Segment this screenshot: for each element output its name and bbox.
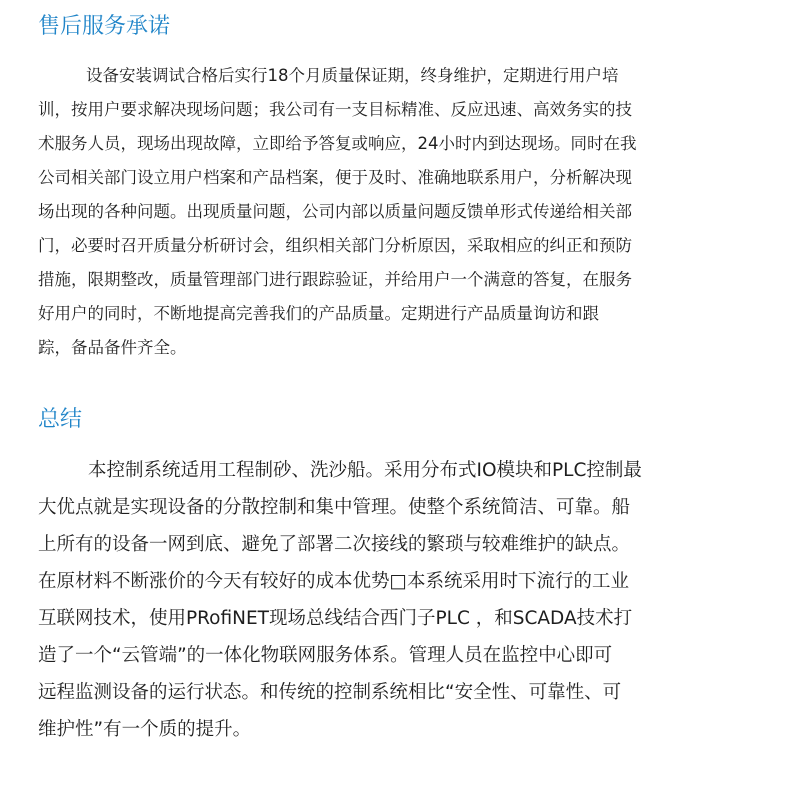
paragraph-line: 场出现的各种问题。出现质量问题，公司内部以质量问题反馈单形式传递给相关部 (38, 202, 632, 221)
paragraph-line: 大优点就是实现设备的分散控制和集中管理。使整个系统简洁、可靠。船 (38, 497, 631, 518)
paragraph-line: 术服务人员，现场出现故障，立即给予答复或响应，24小时内到达现场。同时在我 (38, 134, 637, 153)
section-title-after-sales: 售后服务承诺 (38, 14, 171, 39)
paragraph-line: 措施，限期整改，质量管理部门进行跟踪验证，并给用户一个满意的答复，在服务 (38, 270, 632, 289)
paragraph-line: 踪，备品备件齐全。 (38, 338, 187, 357)
section-title-summary: 总结 (38, 407, 83, 432)
paragraph-line: 互联网技术，使用PRofiNET现场总线结合西门子PLC ，和SCADA技术打 (38, 608, 633, 629)
paragraph-line: 训，按用户要求解决现场问题；我公司有一支目标精准、反应迅速、高效务实的技 (38, 100, 632, 119)
paragraph-line: 好用户的同时，不断地提高完善我们的产品质量。定期进行产品质量询访和跟 (38, 304, 599, 323)
paragraph-line: 本控制系统适用工程制砂、洗沙船。采用分布式IO模块和PLC控制最 (88, 460, 642, 481)
paragraph-line: 在原材料不断涨价的今天有较好的成本优势□本系统采用时下流行的工业 (38, 571, 629, 592)
paragraph-line: 造了一个“云管端”的一体化物联网服务体系。管理人员在监控中心即可 (38, 645, 613, 666)
paragraph-line: 设备安装调试合格后实行18个月质量保证期，终身维护，定期进行用户培 (86, 66, 619, 85)
paragraph-line: 门，必要时召开质量分析研讨会，组织相关部门分析原因，采取相应的纠正和预防 (38, 236, 632, 255)
paragraph-line: 公司相关部门设立用户档案和产品档案，便于及时、准确地联系用户，分析解决现 (38, 168, 632, 187)
paragraph-line: 远程监测设备的运行状态。和传统的控制系统相比“安全性、可靠性、可 (38, 682, 622, 703)
paragraph-line: 维护性”有一个质的提升。 (38, 719, 252, 740)
paragraph-line: 上所有的设备一网到底、避免了部署二次接线的繁琐与较难维护的缺点。 (38, 534, 631, 555)
